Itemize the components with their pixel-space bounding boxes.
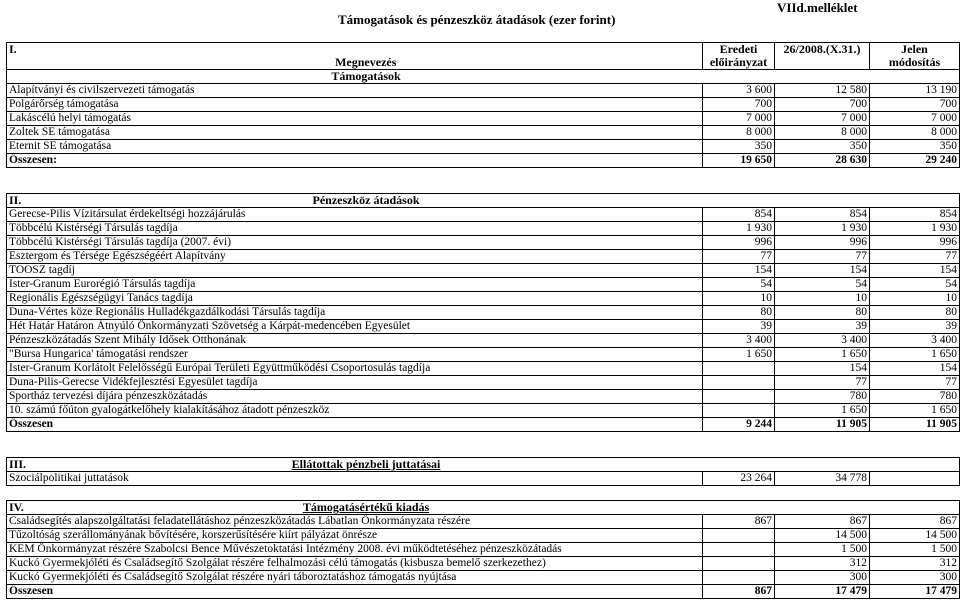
row-name: Kuckó Gyermekjóléti és Családsegítő Szolgálat részére felhalmozási célú támogatás (kisbusza bemelő szerkezethez) [7, 557, 703, 571]
current-value: 13 190 [870, 84, 960, 98]
original-value: 867 [703, 585, 775, 599]
original-value: 700 [703, 98, 775, 112]
current-value: 7 000 [870, 112, 960, 126]
original-value: 77 [703, 250, 775, 264]
row-name: Ister-Granum Korlátolt Felelősségű Európai Területi Együttműködési Csoportosulás tagdíja [7, 362, 703, 376]
current-value: 80 [870, 306, 960, 320]
decree-value: 80 [775, 306, 870, 320]
table-row [7, 515, 960, 529]
current-value: 14 500 [870, 529, 960, 543]
decree-value: 8 000 [775, 126, 870, 140]
original-value: 1 930 [703, 222, 775, 236]
current-value: 8 000 [870, 126, 960, 140]
original-value [703, 362, 775, 376]
original-value: 350 [703, 140, 775, 154]
total-row [7, 154, 960, 168]
decree-value: 7 000 [775, 112, 870, 126]
table-row [7, 571, 960, 585]
original-value: 854 [703, 208, 775, 222]
original-value [703, 404, 775, 418]
decree-value: 17 479 [775, 585, 870, 599]
section-3-roman: III. [7, 458, 30, 472]
column-decree: 26/2008.(X.31.) [775, 43, 870, 57]
row-name: Családsegítés alapszolgáltatási feladatellátáshoz pénzeszközátadás Lábatlan Önkormányzata részére [7, 515, 703, 529]
row-name: Többcélú Kistérségi Társulás tagdíja [7, 222, 703, 236]
current-value: 154 [870, 264, 960, 278]
section-4-table [6, 500, 960, 599]
section-4-roman: IV. [7, 501, 30, 515]
current-value: 350 [870, 140, 960, 154]
current-value: 54 [870, 278, 960, 292]
table-row [7, 376, 960, 390]
table-row [7, 472, 960, 486]
decree-value: 12 580 [775, 84, 870, 98]
table-row [7, 84, 960, 98]
section-2-table [6, 193, 960, 432]
decree-value: 34 778 [775, 472, 870, 486]
section-2-title: Pénzeszköz átadások [30, 194, 703, 208]
original-value [703, 529, 775, 543]
original-value [703, 390, 775, 404]
decree-value: 700 [775, 98, 870, 112]
row-name: Összesen: [7, 154, 703, 168]
section-1-table [6, 42, 960, 168]
decree-value: 1 650 [775, 404, 870, 418]
original-value: 39 [703, 320, 775, 334]
annex-label: VIId.melléklet [777, 0, 858, 15]
current-value: 300 [870, 571, 960, 585]
total-row [7, 585, 960, 599]
row-name: Eternit SE támogatása [7, 140, 703, 154]
table-row [7, 126, 960, 140]
current-value: 1 930 [870, 222, 960, 236]
original-value: 3 400 [703, 334, 775, 348]
current-value [870, 472, 960, 486]
decree-value: 10 [775, 292, 870, 306]
row-name: Polgárőrség támogatása [7, 98, 703, 112]
row-name: Gerecse-Pilis Vízitársulat érdekeltségi hozzájárulás [7, 208, 703, 222]
row-name: Duna-Vértes köze Regionális Hulladékgazdálkodási Társulás tagdíja [7, 306, 703, 320]
column-current-2: módosítás [870, 56, 960, 70]
row-name: "Bursa Hungarica' támogatási rendszer [7, 348, 703, 362]
current-value: 10 [870, 292, 960, 306]
current-value: 854 [870, 208, 960, 222]
row-name: Szociálpolitikai juttatások [7, 472, 703, 486]
row-name: 10. számú főúton gyalogátkelőhely kialakításához átadott pénzeszköz [7, 404, 703, 418]
current-value: 312 [870, 557, 960, 571]
table-row [7, 264, 960, 278]
table-row [7, 98, 960, 112]
original-value: 8 000 [703, 126, 775, 140]
row-name: Tűzoltóság szerállományának bővítésére, korszerűsítésére kiírt pályázat önrésze [7, 529, 703, 543]
row-name: Összesen [7, 418, 703, 432]
decree-value: 300 [775, 571, 870, 585]
original-value [703, 557, 775, 571]
original-value: 1 650 [703, 348, 775, 362]
decree-value: 350 [775, 140, 870, 154]
decree-value: 54 [775, 278, 870, 292]
table-row [7, 306, 960, 320]
current-value: 77 [870, 250, 960, 264]
table-row [7, 222, 960, 236]
current-value: 29 240 [870, 154, 960, 168]
current-value: 996 [870, 236, 960, 250]
row-name: TOOSZ tagdíj [7, 264, 703, 278]
decree-value: 1 930 [775, 222, 870, 236]
original-value: 154 [703, 264, 775, 278]
current-value: 17 479 [870, 585, 960, 599]
original-value: 19 650 [703, 154, 775, 168]
decree-value: 996 [775, 236, 870, 250]
decree-value: 780 [775, 390, 870, 404]
section-2-roman: II. [7, 194, 30, 208]
decree-value: 1 500 [775, 543, 870, 557]
document-title: Támogatások és pénzeszköz átadások (ezer forint) [338, 12, 616, 27]
row-name: Esztergom és Térsége Egészségéért Alapítvány [7, 250, 703, 264]
row-name: Pénzeszközátadás Szent Mihály Idősek Otthonának [7, 334, 703, 348]
table-row [7, 390, 960, 404]
table-row [7, 543, 960, 557]
row-name: Alapítványi és civilszervezeti támogatás [7, 84, 703, 98]
current-value: 39 [870, 320, 960, 334]
table-row [7, 348, 960, 362]
original-value: 7 000 [703, 112, 775, 126]
table-row [7, 320, 960, 334]
decree-value: 867 [775, 515, 870, 529]
section-4-title: Támogatásértékű kiadás [30, 501, 703, 515]
table-row [7, 140, 960, 154]
row-name: Duna-Pilis-Gerecse Vidékfejlesztési Egyesület tagdíja [7, 376, 703, 390]
original-value [703, 376, 775, 390]
row-name: Hét Határ Határon Átnyúló Önkormányzati Szövetség a Kárpát-medencében Egyesület [7, 320, 703, 334]
current-value: 77 [870, 376, 960, 390]
current-value: 11 905 [870, 418, 960, 432]
decree-value: 28 630 [775, 154, 870, 168]
original-value: 9 244 [703, 418, 775, 432]
current-value: 780 [870, 390, 960, 404]
table-row [7, 278, 960, 292]
decree-value: 312 [775, 557, 870, 571]
current-value: 1 650 [870, 348, 960, 362]
original-value [703, 571, 775, 585]
column-original-1: Eredeti [703, 43, 775, 57]
current-value: 3 400 [870, 334, 960, 348]
decree-value: 14 500 [775, 529, 870, 543]
original-value: 80 [703, 306, 775, 320]
table-row [7, 404, 960, 418]
decree-value: 854 [775, 208, 870, 222]
section-3-title: Ellátottak pénzbeli juttatásai [30, 458, 703, 472]
table-row [7, 236, 960, 250]
decree-value: 1 650 [775, 348, 870, 362]
section-3-table [6, 457, 960, 486]
table-row [7, 112, 960, 126]
row-name: Többcélú Kistérségi Társulás tagdíja (2007. évi) [7, 236, 703, 250]
original-value: 996 [703, 236, 775, 250]
decree-value: 77 [775, 250, 870, 264]
section-1-roman: I. [7, 43, 30, 57]
row-name: Zoltek SE támogatása [7, 126, 703, 140]
row-name: Regionális Egészségügyi Tanács tagdíja [7, 292, 703, 306]
decree-value: 77 [775, 376, 870, 390]
table-row [7, 208, 960, 222]
current-value: 700 [870, 98, 960, 112]
column-current-1: Jelen [870, 43, 960, 57]
column-original-2: előirányzat [703, 56, 775, 70]
table-row [7, 292, 960, 306]
row-name: Sportház tervezési díjára pénzeszközátadás [7, 390, 703, 404]
table-row [7, 250, 960, 264]
row-name: Ister-Granum Eurorégió Társulás tagdíja [7, 278, 703, 292]
decree-value: 154 [775, 264, 870, 278]
current-value: 1 500 [870, 543, 960, 557]
current-value: 1 650 [870, 404, 960, 418]
section-1-title: Támogatások [30, 70, 703, 84]
row-name: Lakáscélú helyi támogatás [7, 112, 703, 126]
table-row [7, 362, 960, 376]
total-row [7, 418, 960, 432]
table-row [7, 529, 960, 543]
original-value: 54 [703, 278, 775, 292]
current-value: 154 [870, 362, 960, 376]
decree-value: 154 [775, 362, 870, 376]
table-row [7, 557, 960, 571]
original-value: 23 264 [703, 472, 775, 486]
decree-value: 3 400 [775, 334, 870, 348]
original-value: 10 [703, 292, 775, 306]
decree-value: 39 [775, 320, 870, 334]
current-value: 867 [870, 515, 960, 529]
original-value [703, 543, 775, 557]
row-name: Összesen [7, 585, 703, 599]
row-name: KEM Önkormányzat részére Szabolcsi Bence Művészetoktatási Intézmény 2008. évi működtetéséhez pénzeszközátadás [7, 543, 703, 557]
column-name: Megnevezés [335, 56, 397, 69]
table-row [7, 334, 960, 348]
decree-value: 11 905 [775, 418, 870, 432]
original-value: 3 600 [703, 84, 775, 98]
original-value: 867 [703, 515, 775, 529]
row-name: Kuckó Gyermekjóléti és Családsegítő Szolgálat részére nyári táboroztatáshoz támogatás nyújtása [7, 571, 703, 585]
